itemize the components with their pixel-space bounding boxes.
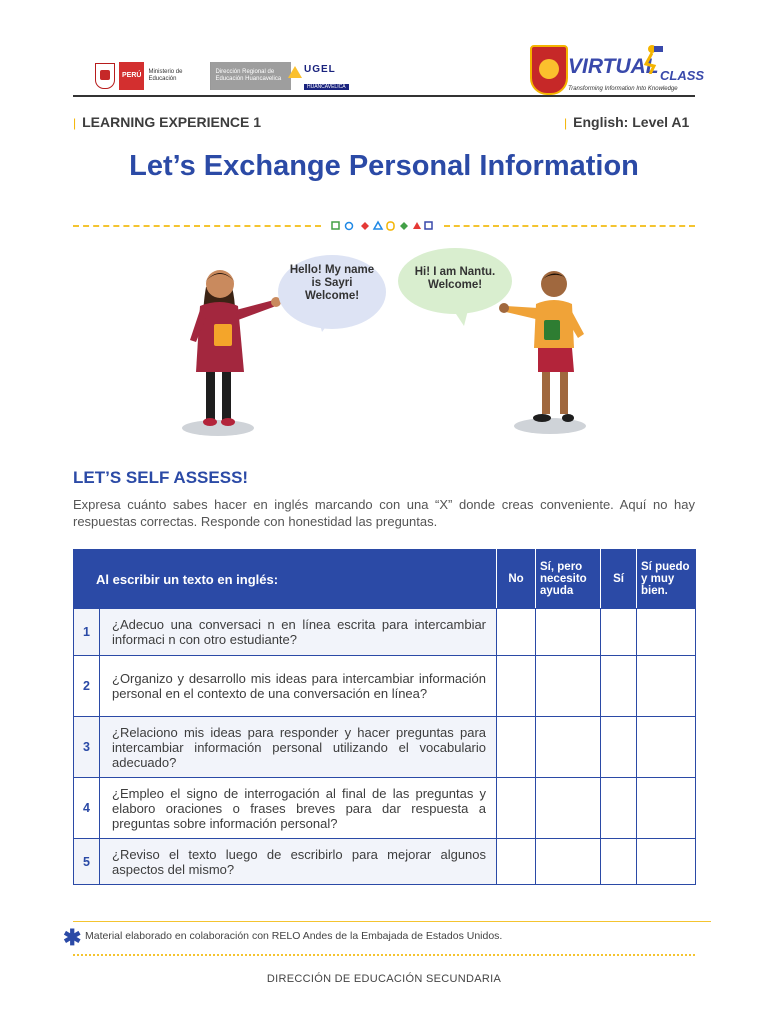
answer-cell-no[interactable]: [497, 656, 536, 717]
label-bar-icon: |: [564, 116, 568, 130]
footer-dotted-rule: [73, 954, 695, 956]
row-number: 3: [74, 717, 100, 778]
boy-nantu-illustration: [498, 268, 598, 436]
answer-cell-si[interactable]: [601, 609, 637, 656]
level-label: [564, 114, 689, 130]
asterisk-icon: ✱: [63, 925, 82, 950]
answer-cell-si-muy-bien[interactable]: [637, 778, 696, 839]
answer-cell-si-pero[interactable]: [536, 778, 601, 839]
answer-cell-si-muy-bien[interactable]: [637, 609, 696, 656]
divider-left: [73, 225, 321, 227]
learning-experience-label: [73, 114, 261, 130]
peru-label: PERÚ: [119, 62, 144, 90]
girl-sayri-illustration: [178, 262, 288, 440]
bubble-tail-icon: [448, 302, 470, 326]
self-assess-intro: Expresa cuánto sabes hacer en inglés marcando con una “X” donde creas conveniente. Aquí no hay respuestas correctas. Responde con honestidad las preguntas.: [73, 497, 695, 529]
label-bar-icon: |: [73, 116, 77, 130]
row-number: 1: [74, 609, 100, 656]
ugel-label: UGEL: [304, 64, 336, 75]
self-assessment-table: [73, 549, 696, 885]
school-shield-icon: [530, 45, 568, 95]
header-divider: [73, 95, 695, 97]
table-row: [74, 778, 696, 839]
header-si: Sí: [601, 550, 637, 609]
row-number: 4: [74, 778, 100, 839]
table-row: [74, 839, 696, 885]
divider-right: [444, 225, 695, 227]
answer-cell-si[interactable]: [601, 778, 637, 839]
row-question: ¿Relaciono mis ideas para responder y hacer preguntas para intercambiar información personal utilizando el vocabulario adecuado?: [100, 717, 497, 778]
footer-rule: [73, 921, 711, 922]
bubble-tail-icon: [316, 310, 338, 332]
table-row: [74, 717, 696, 778]
answer-cell-si[interactable]: [601, 656, 637, 717]
table-row: [74, 609, 696, 656]
table-header-row: [74, 550, 696, 609]
ugel-logo: [288, 62, 348, 90]
brand-class: CLASS: [660, 68, 705, 83]
peru-shield-icon: [95, 63, 115, 89]
row-question: ¿Organizo y desarrollo mis ideas para intercambiar información personal en el contexto de una conversación en línea?: [100, 656, 497, 717]
table-row: [74, 656, 696, 717]
learning-experience-text: LEARNING EXPERIENCE 1: [82, 114, 262, 130]
header-si-muy-bien: Sí puedo y muy bien.: [637, 550, 696, 609]
header-si-pero: Sí, pero necesito ayuda: [536, 550, 601, 609]
answer-cell-no[interactable]: [497, 839, 536, 885]
ministry-logo: [95, 60, 295, 92]
row-number: 5: [74, 839, 100, 885]
bubble-text-nantu: Hi! I am Nantu. Welcome!: [414, 266, 496, 291]
answer-cell-si[interactable]: [601, 839, 637, 885]
ugel-sub-label: HUANCAVELICA: [304, 84, 349, 90]
footer-department: DIRECCIÓN DE EDUCACIÓN SECUNDARIA: [266, 973, 502, 985]
ministry-label: Ministerio de Educación: [144, 62, 211, 90]
footer-note: Material elaborado en colaboración con RELO Andes de la Embajada de Estados Unidos.: [85, 930, 503, 942]
self-assess-heading: LET’S SELF ASSESS!: [73, 468, 249, 487]
row-number: 2: [74, 656, 100, 717]
answer-cell-no[interactable]: [497, 778, 536, 839]
ugel-emblem-icon: [288, 66, 302, 78]
brand-tagline: Transforming Information Into Knowledge: [568, 86, 678, 92]
level-text: English: Level A1: [573, 114, 690, 130]
brand-virtual: VIRTUAL: [568, 55, 659, 78]
answer-cell-si-pero[interactable]: [536, 717, 601, 778]
bubble-text-sayri: Hello! My name is Sayri Welcome!: [289, 264, 375, 302]
page-title: Let’s Exchange Personal Information: [129, 150, 639, 182]
answer-cell-si-muy-bien[interactable]: [637, 717, 696, 778]
answer-cell-si-pero[interactable]: [536, 839, 601, 885]
answer-cell-no[interactable]: [497, 609, 536, 656]
header-no: No: [497, 550, 536, 609]
answer-cell-si-pero[interactable]: [536, 656, 601, 717]
decorative-shapes-icon: [330, 219, 434, 233]
answer-cell-si-muy-bien[interactable]: [637, 656, 696, 717]
answer-cell-si-pero[interactable]: [536, 609, 601, 656]
regional-label: Dirección Regional de Educación Huancavelica: [211, 62, 291, 90]
row-question: ¿Reviso el texto luego de escribirlo para mejorar algunos aspectos del mismo?: [100, 839, 497, 885]
answer-cell-no[interactable]: [497, 717, 536, 778]
answer-cell-si[interactable]: [601, 717, 637, 778]
row-question: ¿Empleo el signo de interrogación al final de las preguntas y elaboro oraciones o frases breves para dar respuesta a preguntas sobre información personal?: [100, 778, 497, 839]
header-question: Al escribir un texto en inglés:: [74, 550, 497, 609]
row-question: ¿Adecuo una conversaci n en línea escrita para intercambiar informaci n con otro estudiante?: [100, 609, 497, 656]
answer-cell-si-muy-bien[interactable]: [637, 839, 696, 885]
